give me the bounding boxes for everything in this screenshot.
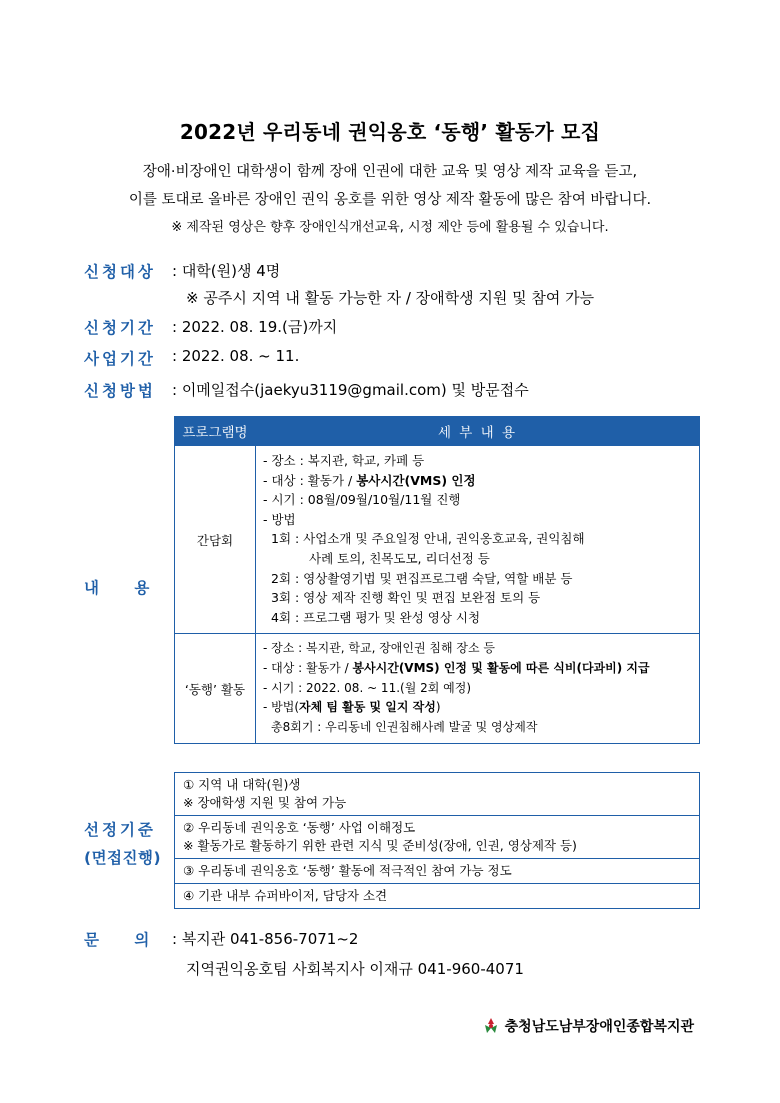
criteria-item: ③ 우리동네 권익옹호 ‘동행’ 활동에 적극적인 참여 가능 정도 xyxy=(175,859,699,884)
criteria-label: 선정기준 xyxy=(84,821,156,839)
table-row xyxy=(175,446,700,634)
page-title: 2022년 우리동네 권익옹호 ‘동행’ 활동가 모집 xyxy=(179,120,601,144)
detail-line: 3회 : 영상 제작 진행 확인 및 편집 보완점 토의 등 xyxy=(271,590,541,606)
detail-line: - 방법(자체 팀 활동 및 일지 작성) xyxy=(263,700,441,715)
criteria-sublabel: (면접진행) xyxy=(84,849,162,867)
program-table xyxy=(174,416,700,744)
contact-line-1: : 복지관 041-856-7071~2 xyxy=(172,930,359,948)
criteria-item: ④ 기관 내부 슈퍼바이저, 담당자 소견 xyxy=(183,888,388,903)
intro-line-1: 장애·비장애인 대학생이 함께 장애 인권에 대한 교육 및 영상 제작 교육을 듣고, xyxy=(142,164,638,180)
content-label: 내 용 xyxy=(84,579,150,597)
detail-line: 1회 : 사업소개 및 주요일정 안내, 권익옹호교육, 권익침해 xyxy=(271,531,585,547)
detail-line: - 방법 xyxy=(263,511,296,527)
detail-line: 사례 토의, 친목도모, 리더선정 등 xyxy=(309,550,490,566)
contact-label: 문 의 xyxy=(84,931,150,949)
target-note: ※ 공주시 지역 내 활동 가능한 자 / 장애학생 지원 및 참여 가능 xyxy=(186,289,595,307)
criteria-item: ② 우리동네 권익옹호 ‘동행’ 사업 이해정도 ※ 활동가로 활동하기 위한 관련 지식 및 준비성(장애, 인권, 영상제작 등) xyxy=(175,816,699,859)
detail-line: - 시기 : 2022. 08. ~ 11.(월 2회 예정) xyxy=(263,680,472,695)
detail-line: 4회 : 프로그램 평가 및 완성 영상 시청 xyxy=(271,609,481,625)
detail-line: - 대상 : 활동가 / 봉사시간(VMS) 인정 및 활동에 따른 식비(다과비) 지급 xyxy=(263,660,650,675)
period-value: : 2022. 08. 19.(금)까지 xyxy=(172,318,338,336)
header-program: 프로그램명 xyxy=(175,417,256,446)
detail-line: 2회 : 영상촬영기법 및 편집프로그램 숙달, 역할 배분 등 xyxy=(271,570,573,586)
organization-name: 충청남도남부장애인종합복지관 xyxy=(504,1019,694,1035)
detail-line: 총8회기 : 우리동네 인권침해사례 발굴 및 영상제작 xyxy=(271,719,538,734)
detail-line: - 시기 : 08월/09월/10월/11월 진행 xyxy=(263,492,461,508)
program-detail xyxy=(256,634,700,744)
organization-logo xyxy=(481,1016,694,1036)
project-period-value: : 2022. 08. ~ 11. xyxy=(172,347,300,365)
contact-line-2: 지역권익옹호팀 사회복지사 이재규 041-960-4071 xyxy=(186,960,524,978)
program-name: 간담회 xyxy=(175,446,256,634)
project-period-label: 사업기간 xyxy=(84,350,156,368)
criteria-box xyxy=(174,772,700,909)
criteria-item: ① 지역 내 대학(원)생 ※ 장애학생 지원 및 참여 가능 xyxy=(175,773,699,816)
header-detail: 세 부 내 용 xyxy=(256,417,700,446)
target-value: : 대학(원)생 4명 xyxy=(172,262,281,280)
target-label: 신청대상 xyxy=(84,263,156,281)
program-name: ‘동행’ 활동 xyxy=(175,634,256,744)
method-value: : 이메일접수(jaekyu3119@gmail.com) 및 방문접수 xyxy=(172,381,529,399)
period-label: 신청기간 xyxy=(84,319,156,337)
detail-line: - 대상 : 활동가 / 봉사시간(VMS) 인정 xyxy=(263,472,476,488)
table-header-row xyxy=(175,417,700,446)
table-row xyxy=(175,634,700,744)
organization-emblem-icon xyxy=(481,1016,501,1036)
program-detail xyxy=(256,446,700,634)
intro-line-2: 이를 토대로 올바른 장애인 권익 옹호를 위한 영상 제작 활동에 많은 참여 바랍니다. xyxy=(128,192,652,208)
detail-line: - 장소 : 복지관, 학교, 장애인권 침해 장소 등 xyxy=(263,641,495,656)
detail-line: - 장소 : 복지관, 학교, 카페 등 xyxy=(263,453,425,468)
intro-note: ※ 제작된 영상은 향후 장애인식개선교육, 시정 제안 등에 활용될 수 있습니다. xyxy=(171,220,609,235)
method-label: 신청방법 xyxy=(84,382,156,400)
